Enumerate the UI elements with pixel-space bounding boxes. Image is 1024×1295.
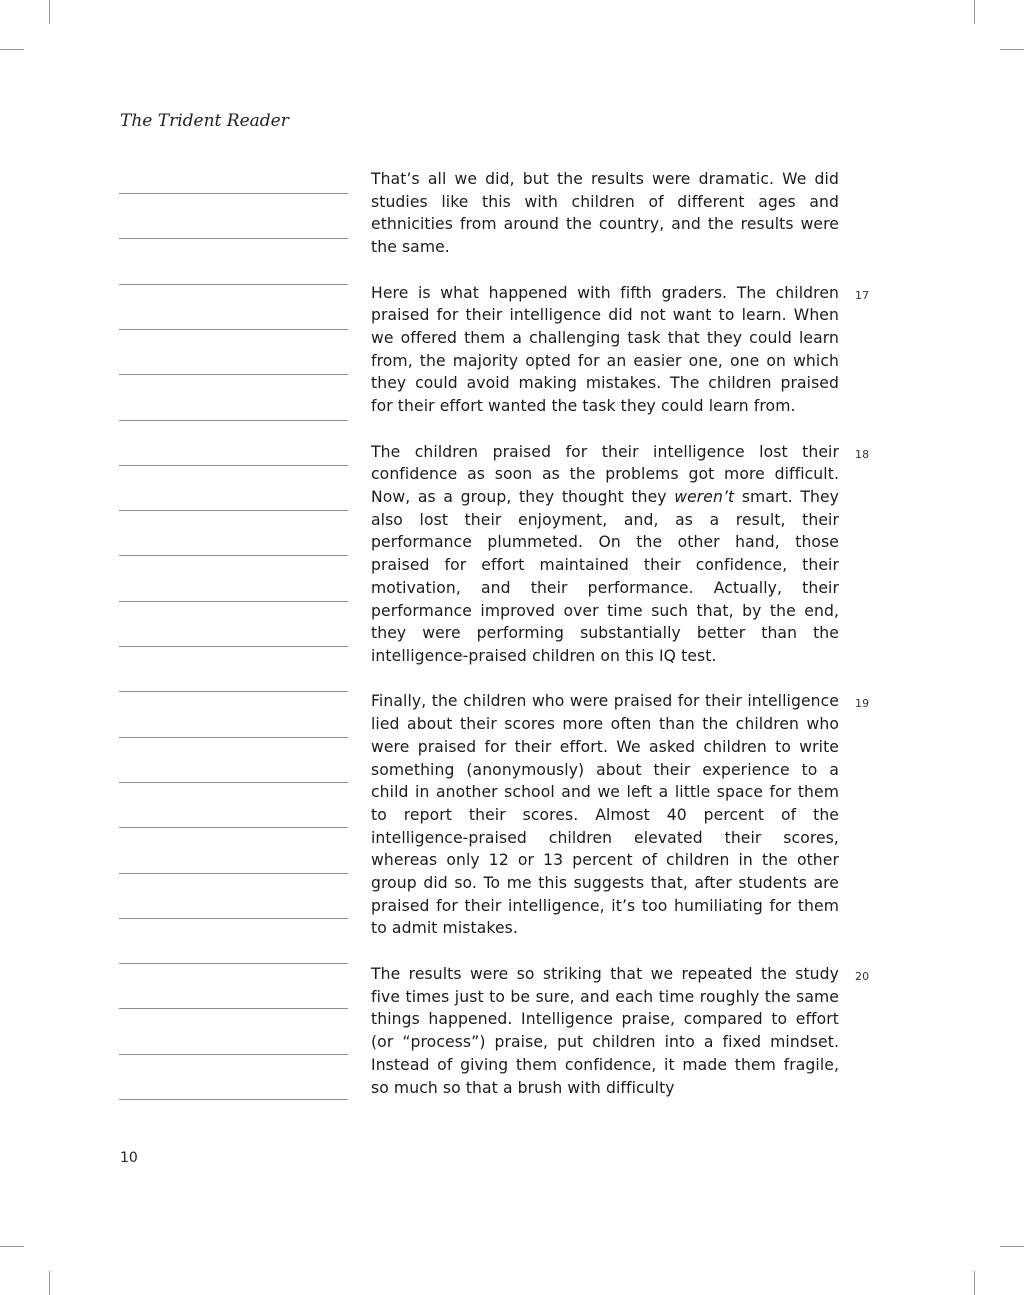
note-line <box>119 963 348 964</box>
note-line <box>119 284 348 285</box>
note-line <box>119 601 348 602</box>
emphasis: weren’t <box>674 488 735 507</box>
note-line <box>119 510 348 511</box>
paragraph-number: 18 <box>855 447 870 461</box>
note-line <box>119 1054 348 1055</box>
note-line <box>119 646 348 647</box>
crop-mark <box>0 1246 24 1247</box>
paragraph: That’s all we did, but the results were dramatic. We did studies like this with children of different ages and ethnicities from around the country, and the results were the same. <box>371 170 839 257</box>
note-line <box>119 691 348 692</box>
note-line <box>119 193 348 194</box>
paragraph: 18 The children praised for their intelligence lost their confidence as soon as the problems got more difficult. Now, as a group, they thought they weren’t smart. They also lost their enjoyment, and, as a result, their performance plummeted. On the other hand, those praised for effort maintained their confidence, their motivation, and their performance. Actually, their performance improved over time such that, by the end, they were performing substantially better than the intelligence-praised children on this IQ test. <box>371 442 870 665</box>
crop-mark <box>974 1271 975 1295</box>
body-text <box>371 168 870 1122</box>
note-line <box>119 329 348 330</box>
paragraph-number: 19 <box>855 697 870 711</box>
crop-mark <box>0 49 24 50</box>
note-line <box>119 555 348 556</box>
paragraph-number: 20 <box>855 969 870 983</box>
paragraph: 17 Here is what happened with fifth graders. The children praised for their intelligence did not want to learn. When we offered them a challenging task that they could learn from, the majority opted for an easier one, one on which they could avoid making mistakes. The children praised for their effort wanted the task they could learn from. <box>371 283 870 416</box>
note-line <box>119 737 348 738</box>
note-line <box>119 238 348 239</box>
note-line <box>119 782 348 783</box>
note-line <box>119 1099 348 1100</box>
note-line <box>119 465 348 466</box>
running-head: The Trident Reader <box>120 111 289 131</box>
note-lines <box>119 0 348 1295</box>
note-line <box>119 918 348 919</box>
paragraph: 20 The results were so striking that we repeated the study five times just to be sure, and each time roughly the same things happened. Intelligence praise, compared to effort (or “process”) praise, put children into a fixed mindset. Instead of giving them confidence, it made them fragile, so much so that a brush with difficulty <box>371 964 870 1097</box>
page-number: 10 <box>120 1150 138 1166</box>
note-line <box>119 420 348 421</box>
note-line <box>119 374 348 375</box>
crop-mark <box>1000 49 1024 50</box>
crop-mark <box>49 0 50 24</box>
note-line <box>119 827 348 828</box>
crop-mark <box>49 1271 50 1295</box>
paragraph-number: 17 <box>855 288 870 302</box>
note-line <box>119 1008 348 1009</box>
crop-mark <box>1000 1246 1024 1247</box>
paragraph: 19 Finally, the children who were praised for their intelligence lied about their scores more often than the children who were praised for their effort. We asked children to write something (anonymously) about their experience to a child in another school and we left a little space for them to report their scores. Almost 40 percent of the intelligence-praised children elevated their scores, whereas only 12 or 13 percent of children in the other group did so. To me this suggests that, after students are praised for their intelligence, it’s too humiliating for them to admit mistakes. <box>371 692 870 938</box>
crop-mark <box>974 0 975 24</box>
note-line <box>119 873 348 874</box>
